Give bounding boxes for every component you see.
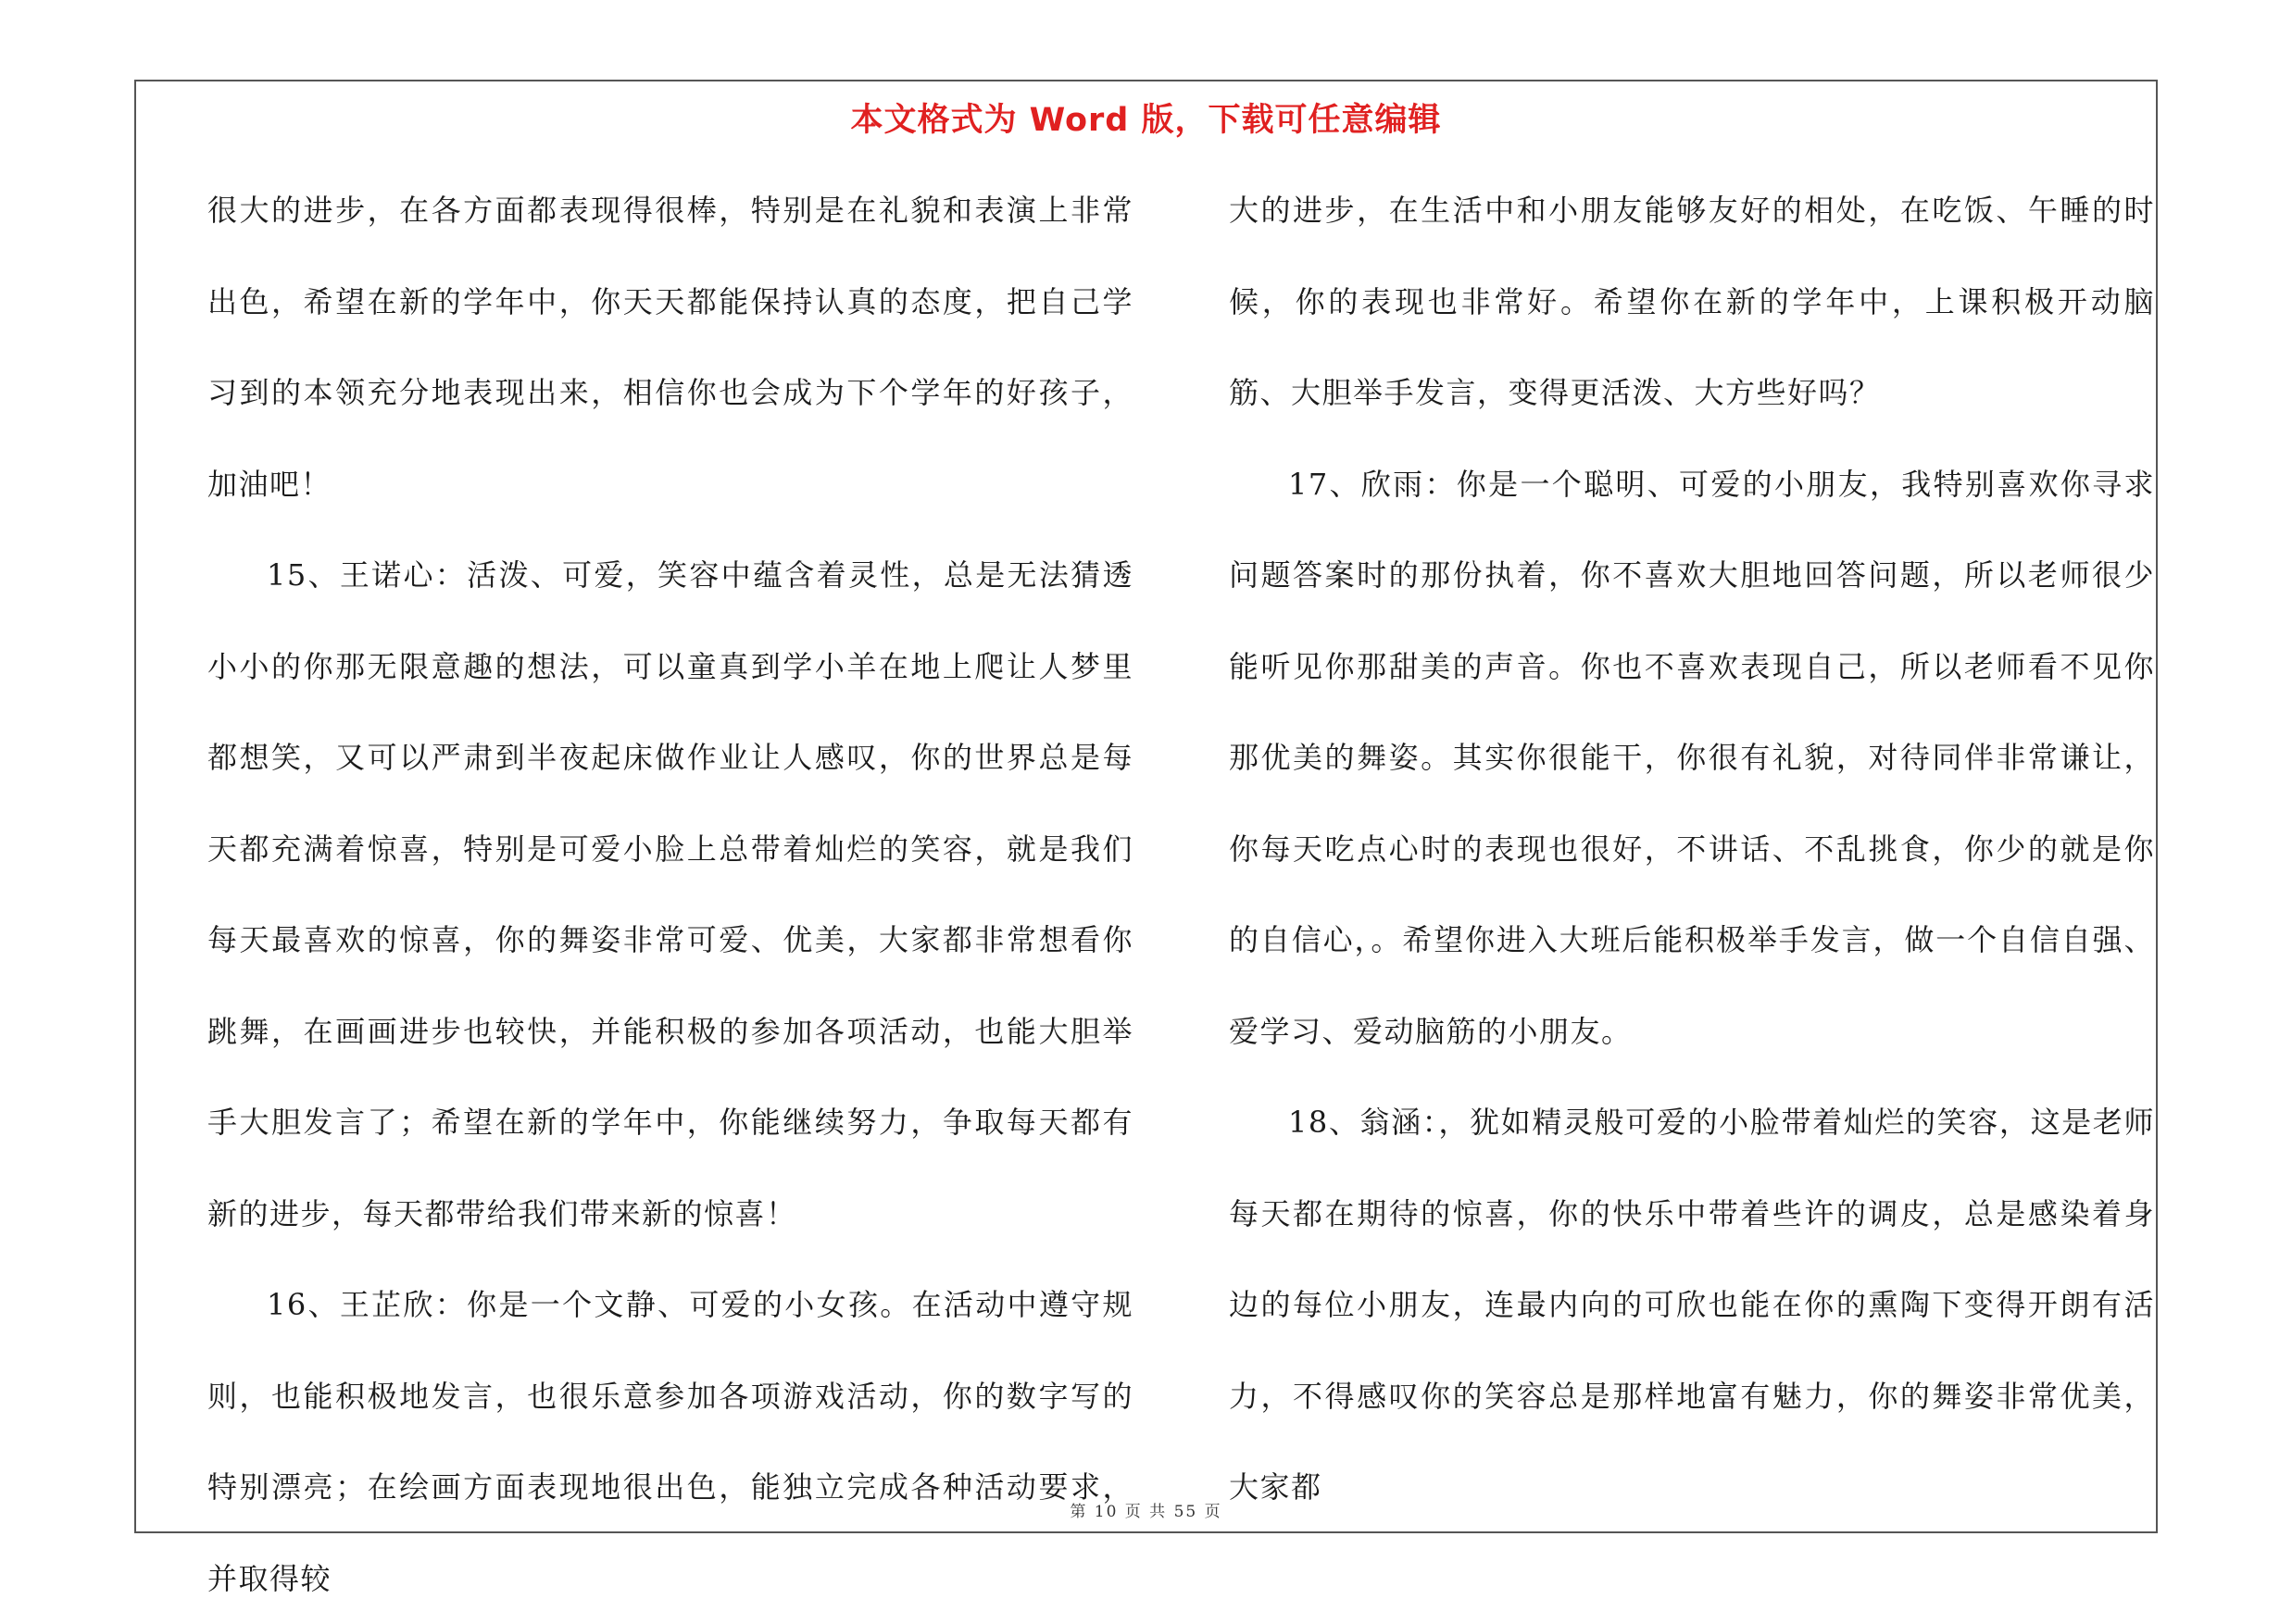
paragraph-16: 16、王芷欣：你是一个文静、可爱的小女孩。在活动中遵守规则，也能积极地发言，也很乐意参加各项游戏活动，你的数字写的特别漂亮；在绘画方面表现地很出色，能独立完成各种活动要求，并取得较 — [207, 1287, 1133, 1596]
paragraph-continuation: 大的进步，在生活中和小朋友能够友好的相处，在吃饭、午睡的时候，你的表现也非常好。希望你在新的学年中，上课积极开动脑筋、大胆举手发言，变得更活泼、大方些好吗？ — [1229, 193, 2155, 410]
paragraph-17: 17、欣雨：你是一个聪明、可爱的小朋友，我特别喜欢你寻求问题答案时的那份执着，你不喜欢大胆地回答问题，所以老师很少能听见你那甜美的声音。你也不喜欢表现自己，所以老师看不见你那优美的舞姿。其实你很能干，你很有礼貌，对待同伴非常谦让，你每天吃点心时的表现也很好，不讲话、不乱挑食，你少的就是你的自信心，。希望你进入大班后能积极举手发言，做一个自信自强、爱学习、爱动脑筋的小朋友。 — [1229, 466, 2155, 1049]
left-column — [207, 165, 1133, 1624]
paragraph-continuation: 很大的进步，在各方面都表现得很棒，特别是在礼貌和表演上非常出色，希望在新的学年中，你天天都能保持认真的态度，把自己学习到的本领充分地表现出来，相信你也会成为下个学年的好孩子，加油吧！ — [207, 193, 1133, 502]
page-frame — [134, 80, 2158, 1596]
right-column — [1229, 165, 2155, 1533]
paragraph-15: 15、王诺心：活泼、可爱，笑容中蕴含着灵性，总是无法猜透小小的你那无限意趣的想法，可以童真到学小羊在地上爬让人梦里都想笑，又可以严肃到半夜起床做作业让人感叹，你的世界总是每天都充满着惊喜，特别是可爱小脸上总带着灿烂的笑容，就是我们每天最喜欢的惊喜，你的舞姿非常可爱、优美，大家都非常想看你跳舞，在画画进步也较快，并能积极的参加各项活动，也能大胆举手大胆发言了；希望在新的学年中，你能继续努力，争取每天都有新的进步，每天都带给我们带来新的惊喜！ — [207, 557, 1133, 1231]
page-number: 第 10 页 共 55 页 — [1070, 1503, 1222, 1521]
paragraph-18: 18、翁涵：，犹如精灵般可爱的小脸带着灿烂的笑容，这是老师每天都在期待的惊喜，你的快乐中带着些许的调皮，总是感染着身边的每位小朋友，连最内向的可欣也能在你的熏陶下变得开朗有活力，不得感叹你的笑容总是那样地富有魅力，你的舞姿非常优美，大家都 — [1229, 1105, 2155, 1505]
header-banner: 本文格式为 Word 版，下载可任意编辑 — [850, 102, 1442, 139]
